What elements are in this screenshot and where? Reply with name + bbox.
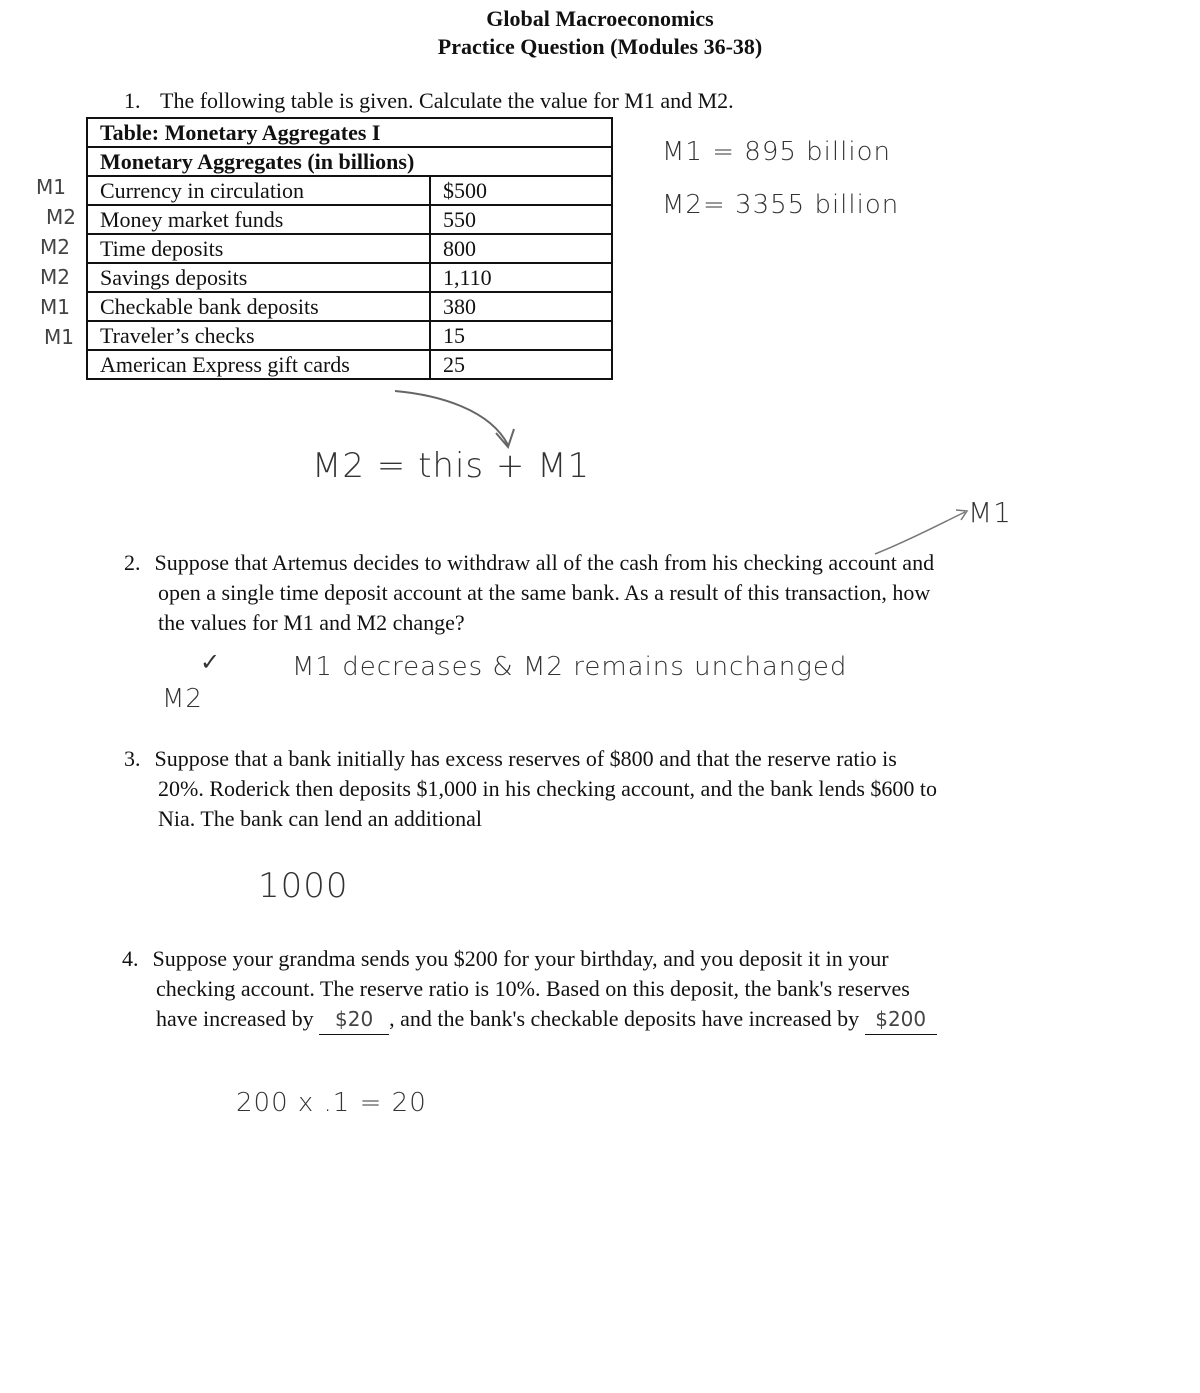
row-value: 15	[430, 321, 612, 350]
question-number: 2.	[124, 550, 141, 575]
deposits-blank	[865, 1004, 937, 1035]
answer-m2: M2= 3355 billion	[662, 190, 900, 220]
row-label: Savings deposits	[87, 263, 430, 292]
table-row	[87, 205, 612, 234]
question-line: the values for M1 and M2 change?	[158, 610, 465, 635]
question-1	[124, 86, 734, 116]
table-row	[87, 292, 612, 321]
row-value: 800	[430, 234, 612, 263]
question-line-3	[156, 1004, 937, 1035]
question-line: 20%. Roderick then deposits $1,000 in his checking account, and the bank lends $600 to	[158, 776, 938, 801]
table-title-row	[87, 118, 612, 147]
table-subtitle: Monetary Aggregates (in billions)	[87, 147, 612, 176]
row-value: 550	[430, 205, 612, 234]
question-text: , and the bank's checkable deposits have increased by	[389, 1006, 860, 1031]
question-line: Suppose your grandma sends you $200 for your birthday, and you deposit it in your	[152, 946, 889, 971]
reserves-blank	[319, 1004, 389, 1035]
note-m1-top: M1	[968, 496, 1012, 529]
answer-q3: 1000	[258, 866, 349, 906]
question-3	[124, 744, 937, 834]
monetary-aggregates-table	[86, 117, 613, 380]
answer-q2: M1 decreases & M2 remains unchanged	[292, 652, 848, 682]
row-label: Checkable bank deposits	[87, 292, 430, 321]
question-4	[122, 944, 937, 1035]
table-subtitle-row	[87, 147, 612, 176]
question-number: 3.	[124, 746, 141, 771]
row-label: American Express gift cards	[87, 350, 430, 379]
margin-note-row-3: M2	[40, 235, 70, 259]
work-calculation: 200 x .1 = 20	[236, 1088, 427, 1118]
margin-note-row-6: M1	[44, 325, 74, 349]
reserves-answer: $20	[335, 1007, 374, 1031]
row-label: Money market funds	[87, 205, 430, 234]
row-value: 380	[430, 292, 612, 321]
row-label: Currency in circulation	[87, 176, 430, 205]
checkmark-icon: ✓	[200, 648, 222, 676]
note-m2-equals: M2 = this + M1	[312, 446, 591, 486]
question-line: open a single time deposit account at the same bank. As a result of this transaction, how	[158, 580, 931, 605]
table-row	[87, 321, 612, 350]
table-row	[87, 234, 612, 263]
margin-note-row-1: M1	[36, 175, 66, 199]
page-title: Global Macroeconomics	[486, 6, 714, 31]
answer-m1: M1 = 895 billion	[662, 137, 891, 167]
deposits-answer: $200	[875, 1007, 927, 1031]
row-value: $500	[430, 176, 612, 205]
row-label: Traveler’s checks	[87, 321, 430, 350]
question-2	[124, 548, 934, 638]
row-value: 1,110	[430, 263, 612, 292]
note-m2-bottom: M2	[162, 684, 203, 714]
table-row	[87, 176, 612, 205]
margin-note-row-4: M2	[40, 265, 70, 289]
question-number: 1.	[124, 88, 141, 113]
question-line: Nia. The bank can lend an additional	[158, 806, 482, 831]
table-row	[87, 263, 612, 292]
row-value: 25	[430, 350, 612, 379]
question-text: have increased by	[156, 1006, 314, 1031]
row-label: Time deposits	[87, 234, 430, 263]
question-line: checking account. The reserve ratio is 10%. Based on this deposit, the bank's reserves	[156, 976, 910, 1001]
page-subtitle: Practice Question (Modules 36-38)	[437, 34, 763, 59]
table-title: Table: Monetary Aggregates I	[87, 118, 612, 147]
question-line: Suppose that a bank initially has excess reserves of $800 and that the reserve ratio is	[154, 746, 897, 771]
question-text: The following table is given. Calculate the value for M1 and M2.	[160, 88, 734, 113]
table-row	[87, 350, 612, 379]
margin-note-row-5: M1	[40, 295, 70, 319]
question-line: Suppose that Artemus decides to withdraw all of the cash from his checking account and	[154, 550, 935, 575]
margin-note-row-2: M2	[46, 205, 76, 229]
question-number: 4.	[122, 946, 139, 971]
